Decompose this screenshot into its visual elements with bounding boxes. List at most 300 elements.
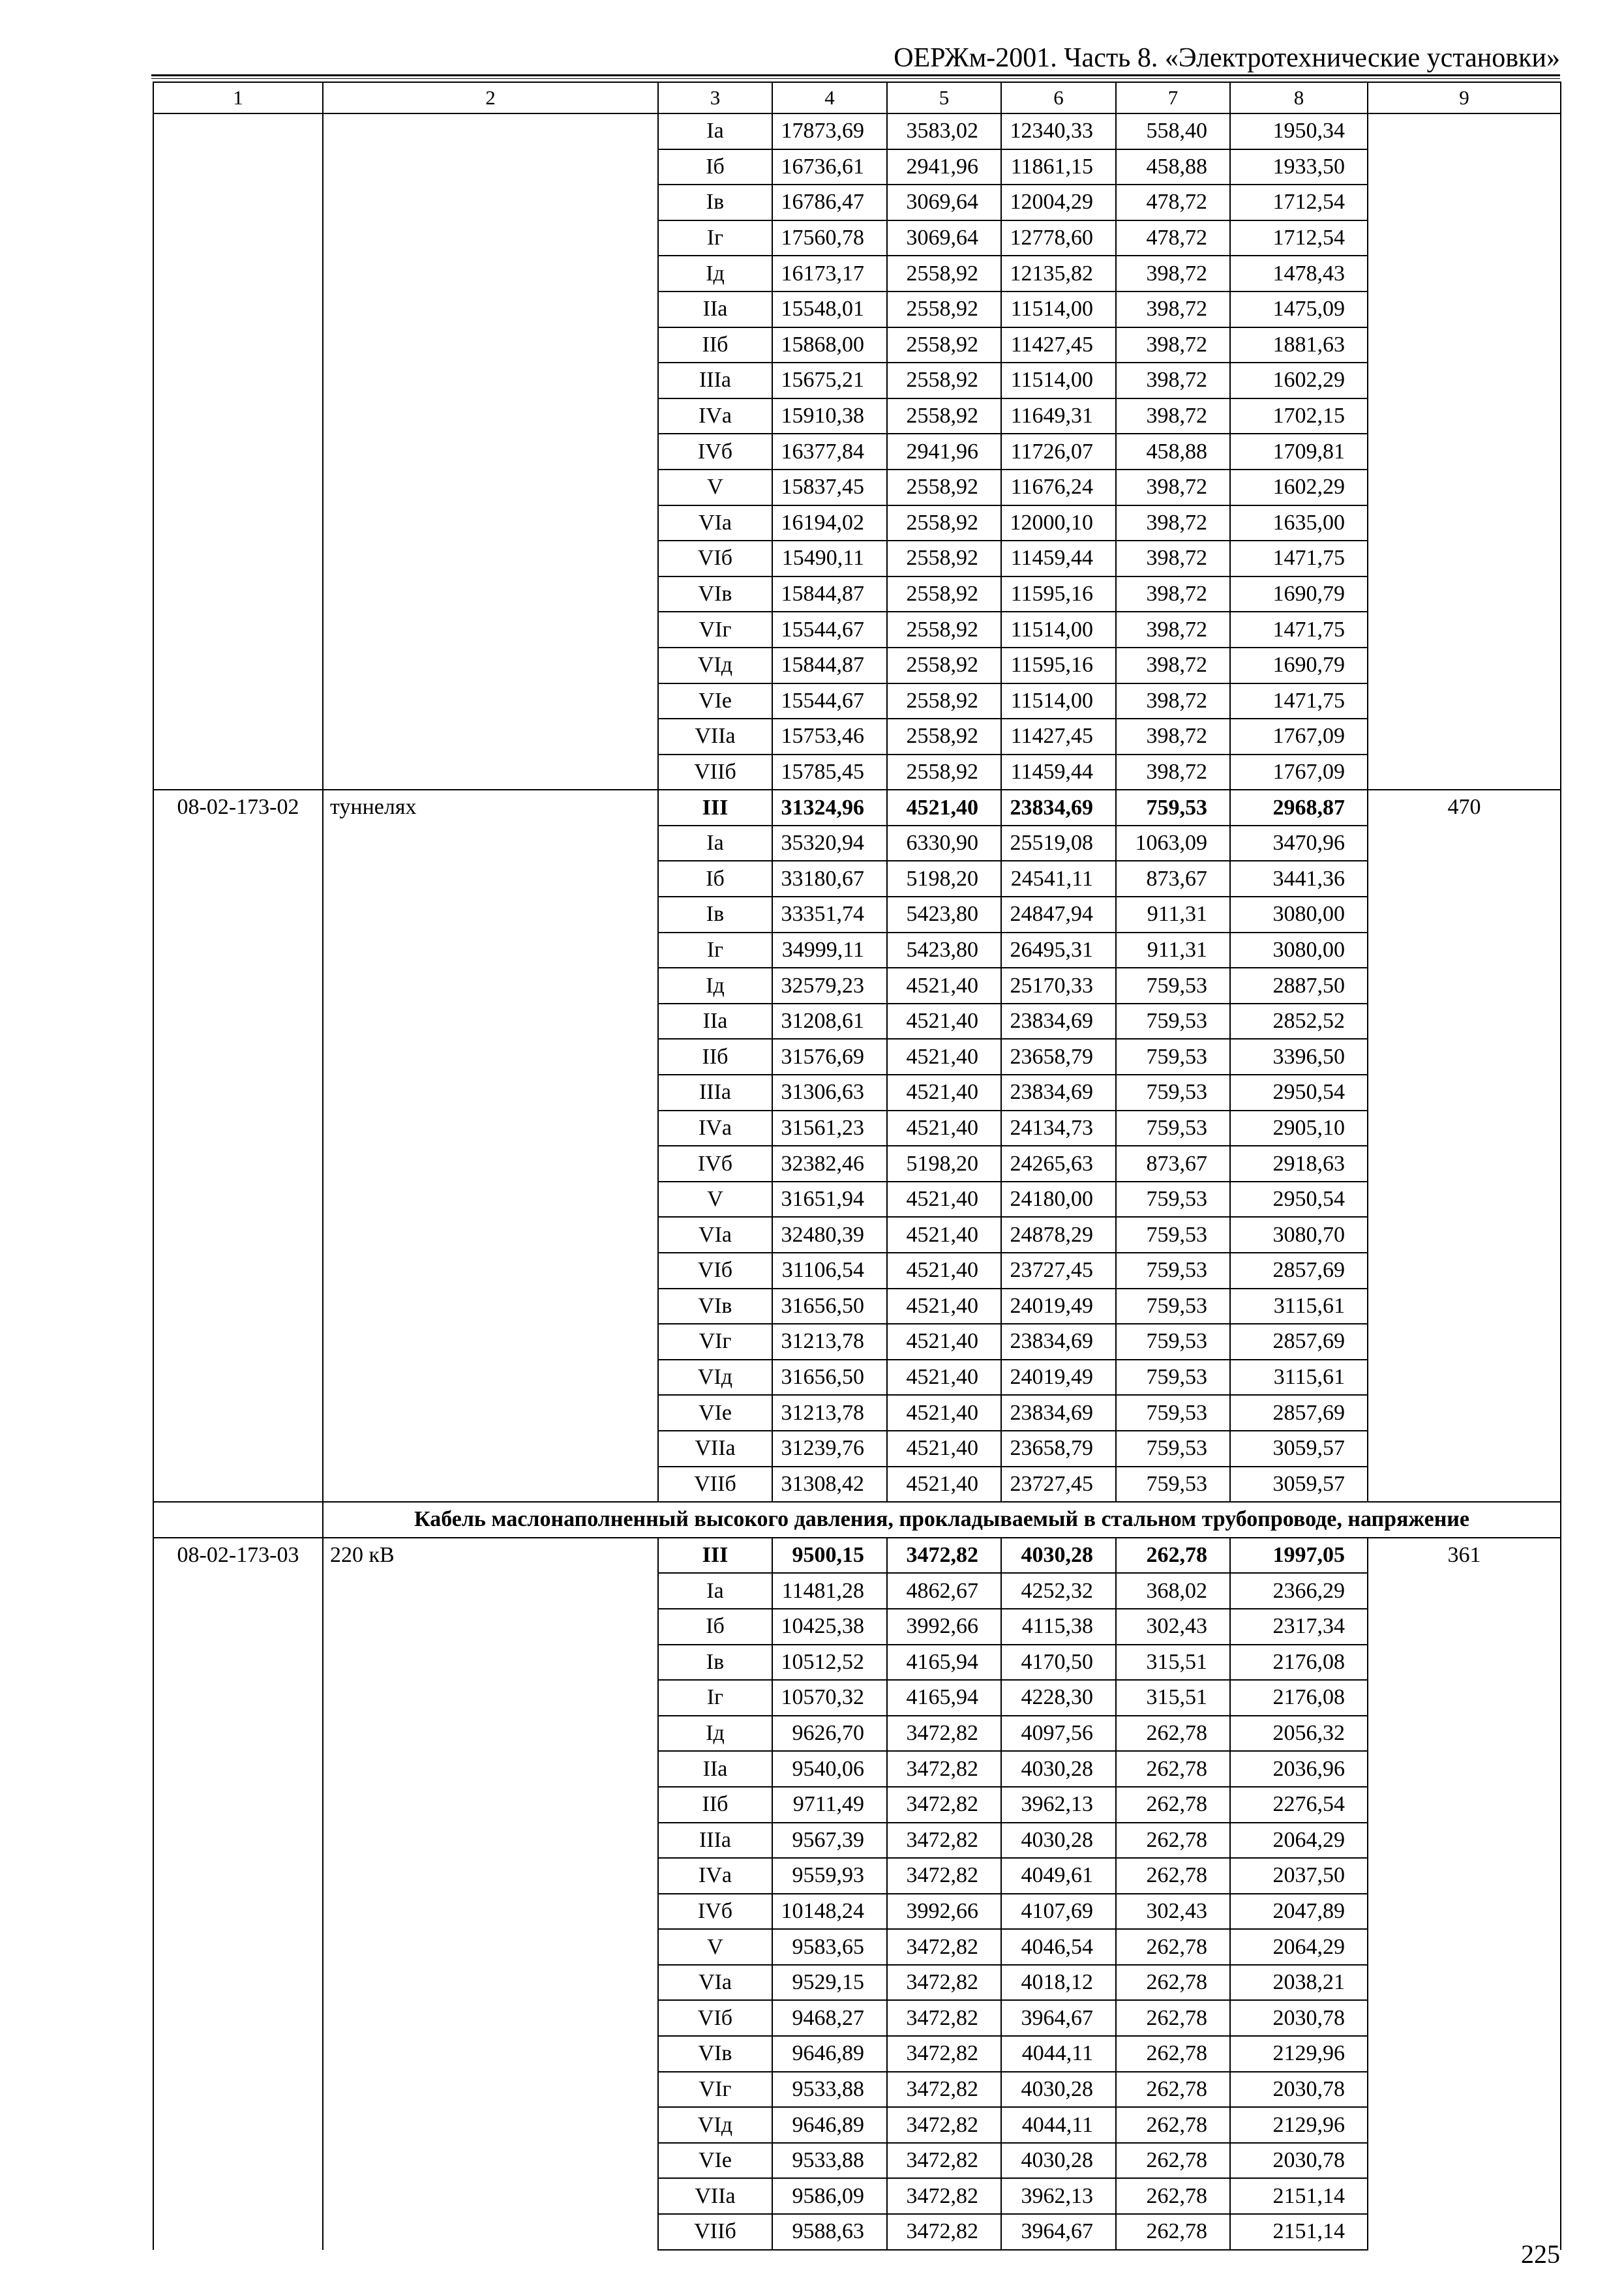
value-cell: 759,53 (1116, 1039, 1230, 1075)
value-cell: 759,53 (1116, 1289, 1230, 1324)
value-cell: 911,31 (1116, 933, 1230, 968)
value-cell: 5423,80 (887, 933, 1001, 968)
zone-cell: IVа (658, 1858, 772, 1894)
value-cell: 262,78 (1116, 2107, 1230, 2143)
column-9-value (1368, 113, 1561, 790)
column-number: 7 (1116, 82, 1230, 113)
value-cell: 3964,67 (1001, 2000, 1116, 2036)
value-cell: 3472,82 (887, 1929, 1001, 1965)
value-cell: 4521,40 (887, 1111, 1001, 1146)
value-cell: 4030,28 (1001, 1751, 1116, 1787)
zone-cell: III (658, 1538, 772, 1574)
value-cell: 9626,70 (772, 1716, 887, 1752)
value-cell: 31576,69 (772, 1039, 887, 1075)
value-cell: 2317,34 (1230, 1609, 1368, 1645)
value-cell: 315,51 (1116, 1680, 1230, 1716)
zone-cell: V (658, 470, 772, 505)
value-cell: 15910,38 (772, 398, 887, 434)
value-cell: 2558,92 (887, 576, 1001, 612)
zone-cell: Iа (658, 1573, 772, 1609)
zone-cell: IIIа (658, 1823, 772, 1859)
value-cell: 24847,94 (1001, 897, 1116, 933)
value-cell: 23658,79 (1001, 1039, 1116, 1075)
zone-cell: IIIа (658, 1075, 772, 1111)
value-cell: 31561,23 (772, 1111, 887, 1146)
value-cell: 1602,29 (1230, 363, 1368, 398)
rate-name: 220 кВ (323, 1538, 658, 2250)
value-cell: 3069,64 (887, 185, 1001, 220)
column-number: 1 (153, 82, 323, 113)
value-cell: 15844,87 (772, 648, 887, 683)
value-cell: 2176,08 (1230, 1680, 1368, 1716)
value-cell: 4252,32 (1001, 1573, 1116, 1609)
zone-cell: IVа (658, 398, 772, 434)
rate-name (323, 113, 658, 790)
value-cell: 23727,45 (1001, 1467, 1116, 1503)
value-cell: 31213,78 (772, 1395, 887, 1431)
value-cell: 3962,13 (1001, 1787, 1116, 1823)
zone-cell: VIд (658, 648, 772, 683)
zone-cell: IVб (658, 1894, 772, 1930)
value-cell: 759,53 (1116, 1182, 1230, 1218)
column-number: 3 (658, 82, 772, 113)
value-cell: 2887,50 (1230, 968, 1368, 1004)
zone-cell: VIб (658, 2000, 772, 2036)
zone-cell: Iг (658, 1680, 772, 1716)
value-cell: 1767,09 (1230, 719, 1368, 755)
value-cell: 262,78 (1116, 1929, 1230, 1965)
value-cell: 3080,70 (1230, 1217, 1368, 1253)
zone-cell: Iд (658, 256, 772, 292)
value-cell: 11459,44 (1001, 755, 1116, 790)
value-cell: 1881,63 (1230, 327, 1368, 363)
value-cell: 11676,24 (1001, 470, 1116, 505)
value-cell: 9583,65 (772, 1929, 887, 1965)
value-cell: 398,72 (1116, 648, 1230, 683)
value-cell: 4115,38 (1001, 1609, 1116, 1645)
value-cell: 23834,69 (1001, 1324, 1116, 1360)
value-cell: 398,72 (1116, 576, 1230, 612)
value-cell: 31239,76 (772, 1431, 887, 1467)
value-cell: 9500,15 (772, 1538, 887, 1574)
value-cell: 2030,78 (1230, 2000, 1368, 2036)
zone-cell: VIг (658, 2072, 772, 2108)
value-cell: 23834,69 (1001, 1075, 1116, 1111)
value-cell: 911,31 (1116, 897, 1230, 933)
value-cell: 15544,67 (772, 683, 887, 719)
value-cell: 759,53 (1116, 1075, 1230, 1111)
value-cell: 2968,87 (1230, 790, 1368, 826)
value-cell: 2852,52 (1230, 1004, 1368, 1040)
value-cell: 2558,92 (887, 683, 1001, 719)
value-cell: 11726,07 (1001, 434, 1116, 470)
value-cell: 4862,67 (887, 1573, 1001, 1609)
value-cell: 398,72 (1116, 541, 1230, 576)
value-cell: 24878,29 (1001, 1217, 1116, 1253)
value-cell: 3472,82 (887, 2143, 1001, 2179)
value-cell: 5198,20 (887, 1146, 1001, 1182)
value-cell: 398,72 (1116, 470, 1230, 505)
zone-cell: Iб (658, 149, 772, 185)
value-cell: 478,72 (1116, 220, 1230, 256)
value-cell: 3472,82 (887, 1965, 1001, 2001)
value-cell: 24180,00 (1001, 1182, 1116, 1218)
zone-cell: V (658, 1182, 772, 1218)
value-cell: 3472,82 (887, 1538, 1001, 1574)
zone-cell: Iб (658, 1609, 772, 1645)
value-cell: 873,67 (1116, 1146, 1230, 1182)
value-cell: 11427,45 (1001, 719, 1116, 755)
value-cell: 11459,44 (1001, 541, 1116, 576)
value-cell: 31324,96 (772, 790, 887, 826)
zone-cell: VIг (658, 1324, 772, 1360)
value-cell: 11649,31 (1001, 398, 1116, 434)
zone-cell: VIб (658, 541, 772, 576)
value-cell: 2558,92 (887, 541, 1001, 576)
zone-cell: Iа (658, 826, 772, 861)
value-cell: 4049,61 (1001, 1858, 1116, 1894)
zone-cell: III (658, 790, 772, 826)
value-cell: 302,43 (1116, 1609, 1230, 1645)
value-cell: 24541,11 (1001, 861, 1116, 897)
value-cell: 6330,90 (887, 826, 1001, 861)
value-cell: 2857,69 (1230, 1324, 1368, 1360)
value-cell: 11481,28 (772, 1573, 887, 1609)
value-cell: 3080,00 (1230, 933, 1368, 968)
rate-code: 08-02-173-03 (153, 1538, 323, 2250)
value-cell: 759,53 (1116, 790, 1230, 826)
value-cell: 2151,14 (1230, 2214, 1368, 2250)
value-cell: 759,53 (1116, 1217, 1230, 1253)
value-cell: 9559,93 (772, 1858, 887, 1894)
value-cell: 3069,64 (887, 220, 1001, 256)
value-cell: 3059,57 (1230, 1431, 1368, 1467)
value-cell: 1690,79 (1230, 576, 1368, 612)
value-cell: 1063,09 (1116, 826, 1230, 861)
value-cell: 31656,50 (772, 1360, 887, 1396)
page-header-title: ОЕРЖм-2001. Часть 8. «Электротехнические установки» (894, 43, 1560, 73)
value-cell: 759,53 (1116, 1467, 1230, 1503)
value-cell: 33180,67 (772, 861, 887, 897)
value-cell: 368,02 (1116, 1573, 1230, 1609)
zone-cell: VIв (658, 2036, 772, 2072)
value-cell: 458,88 (1116, 149, 1230, 185)
zone-cell: VIд (658, 1360, 772, 1396)
value-cell: 3472,82 (887, 2214, 1001, 2250)
value-cell: 2558,92 (887, 719, 1001, 755)
zone-cell: IIб (658, 1787, 772, 1823)
column-number: 5 (887, 82, 1001, 113)
zone-cell: VIIб (658, 1467, 772, 1503)
header-rule (151, 74, 1560, 76)
value-cell: 2276,54 (1230, 1787, 1368, 1823)
value-cell: 23727,45 (1001, 1253, 1116, 1289)
zone-cell: IIб (658, 1039, 772, 1075)
value-cell: 1475,09 (1230, 292, 1368, 327)
value-cell: 11514,00 (1001, 363, 1116, 398)
zone-cell: Iв (658, 185, 772, 220)
value-cell: 16736,61 (772, 149, 887, 185)
value-cell: 2064,29 (1230, 1823, 1368, 1859)
value-cell: 398,72 (1116, 363, 1230, 398)
zone-cell: VIв (658, 1289, 772, 1324)
value-cell: 4030,28 (1001, 1538, 1116, 1574)
section-heading-empty (153, 1502, 323, 1538)
value-cell: 9646,89 (772, 2036, 887, 2072)
value-cell: 759,53 (1116, 968, 1230, 1004)
value-cell: 759,53 (1116, 1360, 1230, 1396)
value-cell: 2558,92 (887, 327, 1001, 363)
value-cell: 12778,60 (1001, 220, 1116, 256)
value-cell: 3992,66 (887, 1609, 1001, 1645)
zone-cell: Iд (658, 968, 772, 1004)
zone-cell: IIа (658, 1751, 772, 1787)
value-cell: 34999,11 (772, 933, 887, 968)
value-cell: 3472,82 (887, 1858, 1001, 1894)
value-cell: 262,78 (1116, 2178, 1230, 2214)
value-cell: 2558,92 (887, 648, 1001, 683)
zone-cell: Iа (658, 113, 772, 149)
value-cell: 3396,50 (1230, 1039, 1368, 1075)
value-cell: 4521,40 (887, 1182, 1001, 1218)
value-cell: 398,72 (1116, 327, 1230, 363)
value-cell: 4521,40 (887, 1004, 1001, 1040)
zone-cell: IVб (658, 434, 772, 470)
value-cell: 26495,31 (1001, 933, 1116, 968)
value-cell: 16786,47 (772, 185, 887, 220)
value-cell: 9540,06 (772, 1751, 887, 1787)
value-cell: 17873,69 (772, 113, 887, 149)
value-cell: 4521,40 (887, 790, 1001, 826)
value-cell: 31106,54 (772, 1253, 887, 1289)
zone-cell: IVа (658, 1111, 772, 1146)
value-cell: 31306,63 (772, 1075, 887, 1111)
value-cell: 2366,29 (1230, 1573, 1368, 1609)
value-cell: 16173,17 (772, 256, 887, 292)
value-cell: 1709,81 (1230, 434, 1368, 470)
value-cell: 2558,92 (887, 470, 1001, 505)
value-cell: 2030,78 (1230, 2143, 1368, 2179)
value-cell: 4228,30 (1001, 1680, 1116, 1716)
value-cell: 4165,94 (887, 1680, 1001, 1716)
value-cell: 12004,29 (1001, 185, 1116, 220)
value-cell: 5423,80 (887, 897, 1001, 933)
value-cell: 873,67 (1116, 861, 1230, 897)
value-cell: 2905,10 (1230, 1111, 1368, 1146)
zone-cell: VIа (658, 505, 772, 541)
column-numbers-row (153, 82, 1561, 113)
value-cell: 4170,50 (1001, 1645, 1116, 1681)
value-cell: 11427,45 (1001, 327, 1116, 363)
value-cell: 16194,02 (772, 505, 887, 541)
value-cell: 9567,39 (772, 1823, 887, 1859)
value-cell: 4521,40 (887, 1395, 1001, 1431)
value-cell: 2918,63 (1230, 1146, 1368, 1182)
value-cell: 3992,66 (887, 1894, 1001, 1930)
column-number: 8 (1230, 82, 1368, 113)
value-cell: 23834,69 (1001, 1395, 1116, 1431)
value-cell: 398,72 (1116, 256, 1230, 292)
value-cell: 10425,38 (772, 1609, 887, 1645)
value-cell: 2941,96 (887, 434, 1001, 470)
value-cell: 11861,15 (1001, 149, 1116, 185)
section-heading: Кабель маслонаполненный высокого давления, прокладываемый в стальном трубопроводе, напряжение (323, 1502, 1561, 1538)
value-cell: 15837,45 (772, 470, 887, 505)
value-cell: 2857,69 (1230, 1253, 1368, 1289)
value-cell: 3472,82 (887, 2178, 1001, 2214)
value-cell: 3115,61 (1230, 1360, 1368, 1396)
value-cell: 4030,28 (1001, 2072, 1116, 2108)
value-cell: 262,78 (1116, 2000, 1230, 2036)
value-cell: 3472,82 (887, 2036, 1001, 2072)
value-cell: 4521,40 (887, 1324, 1001, 1360)
value-cell: 3964,67 (1001, 2214, 1116, 2250)
value-cell: 3472,82 (887, 2000, 1001, 2036)
value-cell: 4521,40 (887, 1289, 1001, 1324)
zone-cell: Iв (658, 1645, 772, 1681)
value-cell: 315,51 (1116, 1645, 1230, 1681)
value-cell: 24134,73 (1001, 1111, 1116, 1146)
value-cell: 2558,92 (887, 256, 1001, 292)
value-cell: 9533,88 (772, 2143, 887, 2179)
value-cell: 2558,92 (887, 292, 1001, 327)
zone-cell: VIд (658, 2107, 772, 2143)
value-cell: 9588,63 (772, 2214, 887, 2250)
value-cell: 4521,40 (887, 1039, 1001, 1075)
zone-cell: Iв (658, 897, 772, 933)
zone-cell: Iг (658, 220, 772, 256)
value-cell: 759,53 (1116, 1004, 1230, 1040)
table-row (153, 1538, 1561, 1574)
value-cell: 262,78 (1116, 2036, 1230, 2072)
value-cell: 262,78 (1116, 1965, 1230, 2001)
zone-cell: VIе (658, 683, 772, 719)
value-cell: 759,53 (1116, 1253, 1230, 1289)
value-cell: 16377,84 (772, 434, 887, 470)
value-cell: 1712,54 (1230, 220, 1368, 256)
zone-cell: VIв (658, 576, 772, 612)
value-cell: 2037,50 (1230, 1858, 1368, 1894)
rate-code (153, 113, 323, 790)
rates-table (153, 82, 1561, 2251)
value-cell: 759,53 (1116, 1111, 1230, 1146)
value-cell: 4521,40 (887, 1431, 1001, 1467)
value-cell: 262,78 (1116, 1538, 1230, 1574)
value-cell: 398,72 (1116, 612, 1230, 648)
value-cell: 4521,40 (887, 1217, 1001, 1253)
zone-cell: IIIа (658, 363, 772, 398)
zone-cell: IIа (658, 292, 772, 327)
value-cell: 25170,33 (1001, 968, 1116, 1004)
zone-cell: VIIа (658, 2178, 772, 2214)
value-cell: 1767,09 (1230, 755, 1368, 790)
value-cell: 2056,32 (1230, 1716, 1368, 1752)
zone-cell: VIIа (658, 719, 772, 755)
zone-cell: VIе (658, 1395, 772, 1431)
value-cell: 11514,00 (1001, 683, 1116, 719)
value-cell: 9529,15 (772, 1965, 887, 2001)
value-cell: 4521,40 (887, 1360, 1001, 1396)
value-cell: 11595,16 (1001, 576, 1116, 612)
zone-cell: V (658, 1929, 772, 1965)
value-cell: 15548,01 (772, 292, 887, 327)
value-cell: 9533,88 (772, 2072, 887, 2108)
value-cell: 398,72 (1116, 505, 1230, 541)
value-cell: 759,53 (1116, 1324, 1230, 1360)
value-cell: 3962,13 (1001, 2178, 1116, 2214)
value-cell: 2558,92 (887, 505, 1001, 541)
value-cell: 1690,79 (1230, 648, 1368, 683)
value-cell: 3115,61 (1230, 1289, 1368, 1324)
value-cell: 32579,23 (772, 968, 887, 1004)
zone-cell: IIа (658, 1004, 772, 1040)
value-cell: 31656,50 (772, 1289, 887, 1324)
value-cell: 4521,40 (887, 1467, 1001, 1503)
value-cell: 4044,11 (1001, 2107, 1116, 2143)
value-cell: 1933,50 (1230, 149, 1368, 185)
value-cell: 9586,09 (772, 2178, 887, 2214)
section-heading-row (153, 1502, 1561, 1538)
value-cell: 31651,94 (772, 1182, 887, 1218)
value-cell: 9646,89 (772, 2107, 887, 2143)
value-cell: 24019,49 (1001, 1360, 1116, 1396)
value-cell: 1635,00 (1230, 505, 1368, 541)
value-cell: 4030,28 (1001, 1823, 1116, 1859)
value-cell: 12000,10 (1001, 505, 1116, 541)
value-cell: 15490,11 (772, 541, 887, 576)
value-cell: 2064,29 (1230, 1929, 1368, 1965)
value-cell: 3080,00 (1230, 897, 1368, 933)
value-cell: 17560,78 (772, 220, 887, 256)
rate-code: 08-02-173-02 (153, 790, 323, 1502)
value-cell: 15544,67 (772, 612, 887, 648)
value-cell: 478,72 (1116, 185, 1230, 220)
zone-cell: VIб (658, 1253, 772, 1289)
value-cell: 3472,82 (887, 1751, 1001, 1787)
value-cell: 15753,46 (772, 719, 887, 755)
value-cell: 15844,87 (772, 576, 887, 612)
rates-table-body (153, 82, 1561, 2250)
value-cell: 1478,43 (1230, 256, 1368, 292)
value-cell: 2129,96 (1230, 2107, 1368, 2143)
value-cell: 2950,54 (1230, 1182, 1368, 1218)
value-cell: 1997,05 (1230, 1538, 1368, 1574)
value-cell: 10148,24 (772, 1894, 887, 1930)
value-cell: 35320,94 (772, 826, 887, 861)
value-cell: 9468,27 (772, 2000, 887, 2036)
value-cell: 2129,96 (1230, 2036, 1368, 2072)
zone-cell: Iб (658, 861, 772, 897)
value-cell: 262,78 (1116, 1751, 1230, 1787)
column-number: 6 (1001, 82, 1116, 113)
value-cell: 31208,61 (772, 1004, 887, 1040)
value-cell: 262,78 (1116, 1787, 1230, 1823)
value-cell: 398,72 (1116, 292, 1230, 327)
value-cell: 3472,82 (887, 1716, 1001, 1752)
value-cell: 1471,75 (1230, 541, 1368, 576)
value-cell: 4521,40 (887, 1075, 1001, 1111)
column-9-value: 470 (1368, 790, 1561, 1502)
value-cell: 3472,82 (887, 1823, 1001, 1859)
value-cell: 11514,00 (1001, 292, 1116, 327)
value-cell: 12340,33 (1001, 113, 1116, 149)
value-cell: 11514,00 (1001, 612, 1116, 648)
zone-cell: VIа (658, 1217, 772, 1253)
value-cell: 2047,89 (1230, 1894, 1368, 1930)
value-cell: 11595,16 (1001, 648, 1116, 683)
value-cell: 12135,82 (1001, 256, 1116, 292)
value-cell: 4107,69 (1001, 1894, 1116, 1930)
